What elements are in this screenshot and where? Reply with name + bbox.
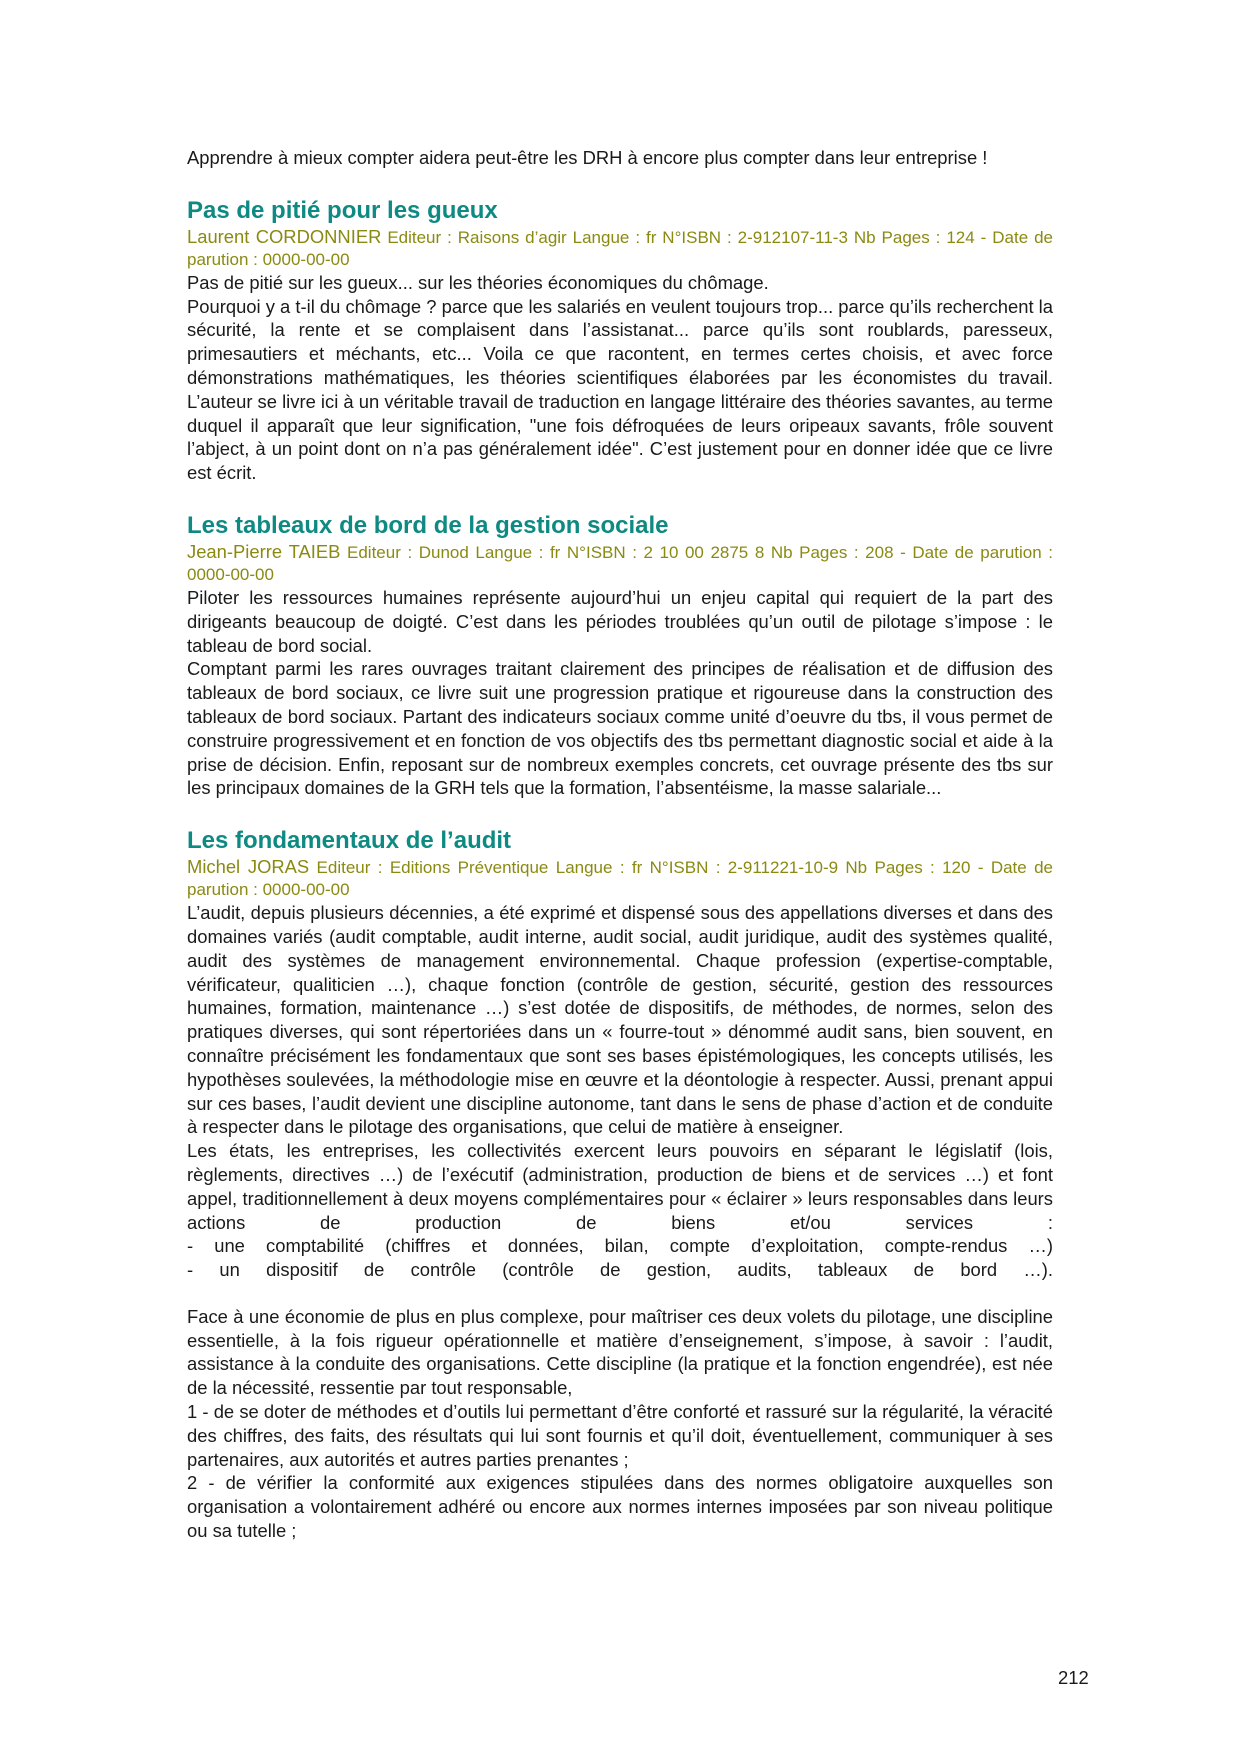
page-content [187,146,1053,1543]
book-meta [187,856,1053,901]
book-author: Jean-Pierre TAIEB [187,540,341,562]
list-item: - une comptabilité (chiffres et données, bilan, compte d’exploitation, compte-rendus …) [187,1235,1053,1257]
book-details: Editeur : Dunod Langue : fr N°ISBN : 2 10 00 2875 8 Nb Pages : 208 - Date de parution : 0000-00-00 [187,542,1053,584]
book-title: Les tableaux de bord de la gestion sociale [187,511,669,539]
book-description: Pas de pitié sur les gueux... sur les théories économiques du chômage. [187,271,769,293]
book-entry-2 [187,511,1053,800]
intro-paragraph: Apprendre à mieux compter aidera peut-être les DRH à encore plus compter dans leur entreprise ! [187,147,988,168]
book-description: Piloter les ressources humaines représente aujourd’hui un enjeu capital qui requiert de la part des dirigeants beaucoup de doigté. C’est dans les périodes troublées qu’un outil de pilotage s’impose : le tableau de bord social. [187,586,1053,656]
book-author: Michel JORAS [187,856,310,878]
book-description: Face à une économie de plus en plus complexe, pour maîtriser ces deux volets du pilotage, une discipline essentielle, à la fois rigueur opérationnelle et matière d’enseignement, s’impose, à savoir : l’audit, assistance à la conduite des organisations. Cette discipline (la pratique et la fonction engendrée), est née de la nécessité, ressentie par tout responsable, [187,1305,1053,1399]
book-details: Editeur : Editions Préventique Langue : fr N°ISBN : 2-911221-10-9 Nb Pages : 120 - Date de parution : 0000-00-00 [187,858,1053,900]
book-description: Les états, les entreprises, les collectivités exercent leurs pouvoirs en séparant le législatif (lois, règlements, directives …) de l’exécutif (administration, production de biens et de services …) et font appel, traditionnellement à deux moyens complémentaires pour « éclairer » leurs responsables dans leurs actions de production de biens et/ou services : [187,1140,1053,1233]
book-title: Pas de pitié pour les gueux [187,196,498,224]
book-description: 1 - de se doter de méthodes et d’outils lui permettant d’être conforté et rassuré sur la régularité, la véracité des chiffres, des faits, des résultats qui lui sont fournis et qu’il doit, éventuellement, communiquer à ses partenaires, aux autorités et autres parties prenantes ; [187,1401,1053,1470]
book-author: Laurent CORDONNIER [187,225,382,247]
book-description: Comptant parmi les rares ouvrages traitant clairement des principes de réalisation et de diffusion des tableaux de bord sociaux, ce livre suit une progression pratique et rigoureuse dans la construction des tableaux de bord sociaux. Partant des indicateurs sociaux comme unité d’oeuvre du tbs, il vous permet de construire progressivement et en fonction de vos objectifs des tbs permettant diagnostic social et aide à la prise de décision. Enfin, reposant sur de nombreux exemples concrets, cet ouvrage présente des tbs sur les principaux domaines de la GRH tels que la formation, l’absentéisme, la masse salariale... [187,658,1053,799]
page-number: 212 [1058,1667,1089,1688]
book-description: 2 - de vérifier la conformité aux exigences stipulées dans des normes obligatoire auxquelles son organisation a volontairement adhéré ou encore aux normes internes imposées par son niveau politique ou sa tutelle ; [187,1472,1053,1542]
list-item: - un dispositif de contrôle (contrôle de gestion, audits, tableaux de bord …). [187,1259,1053,1281]
book-meta [187,541,1053,586]
book-title: Les fondamentaux de l’audit [187,827,512,855]
book-entry-1 [187,196,1053,485]
book-details: Editeur : Raisons d’agir Langue : fr N°ISBN : 2-912107-11-3 Nb Pages : 124 - Date de parution : 0000-00-00 [187,227,1053,269]
book-description: L’audit, depuis plusieurs décennies, a été exprimé et dispensé sous des appellations diverses et dans des domaines variés (audit comptable, audit interne, audit social, audit juridique, audit des systèmes qualité, audit des systèmes de management environnemental. Chaque profession (expertise-comptable, vérificateur, qualiticien …), chaque fonction (contrôle de gestion, sécurité, gestion des ressources humaines, formation, maintenance …) s’est dotée de dispositifs, de méthodes, de normes, selon des pratiques diverses, qui sont répertoriées dans un « fourre-tout » dénommé audit sans, bien souvent, en connaître précisément les fondamentaux que sont ses bases épistémologiques, les concepts utilisés, les hypothèses soulevées, la méthodologie mise en œuvre et la déontologie à respecter. Aussi, prenant appui sur ces bases, l’audit devient une discipline autonome, tant dans le sens de phase d’action et de conduite à respecter dans le pilotage des organisations, que celui de matière à enseigner. [187,902,1053,1138]
book-entry-3 [187,826,1053,1543]
book-meta [187,226,1053,271]
book-description: Pourquoi y a t-il du chômage ? parce que les salariés en veulent toujours trop... parce qu’ils recherchent la sécurité, la rente et se complaisent dans l’assistanat... parce qu’ils sont roublards, paresseux, primesautiers et méchants, etc... Voila ce que racontent, en termes certes choisis, et avec force démonstrations mathématiques, les théories scientifiques élaborées par les économistes du travail. L’auteur se livre ici à un véritable travail de traduction en langage littéraire des théories savantes, au terme duquel il apparaît que leur signification, "une fois défroquées de leurs oripeaux savants, frôle souvent l’abject, à un point dont on n’a pas généralement idée". C’est justement pour en donner idée que ce livre est écrit. [187,295,1053,484]
